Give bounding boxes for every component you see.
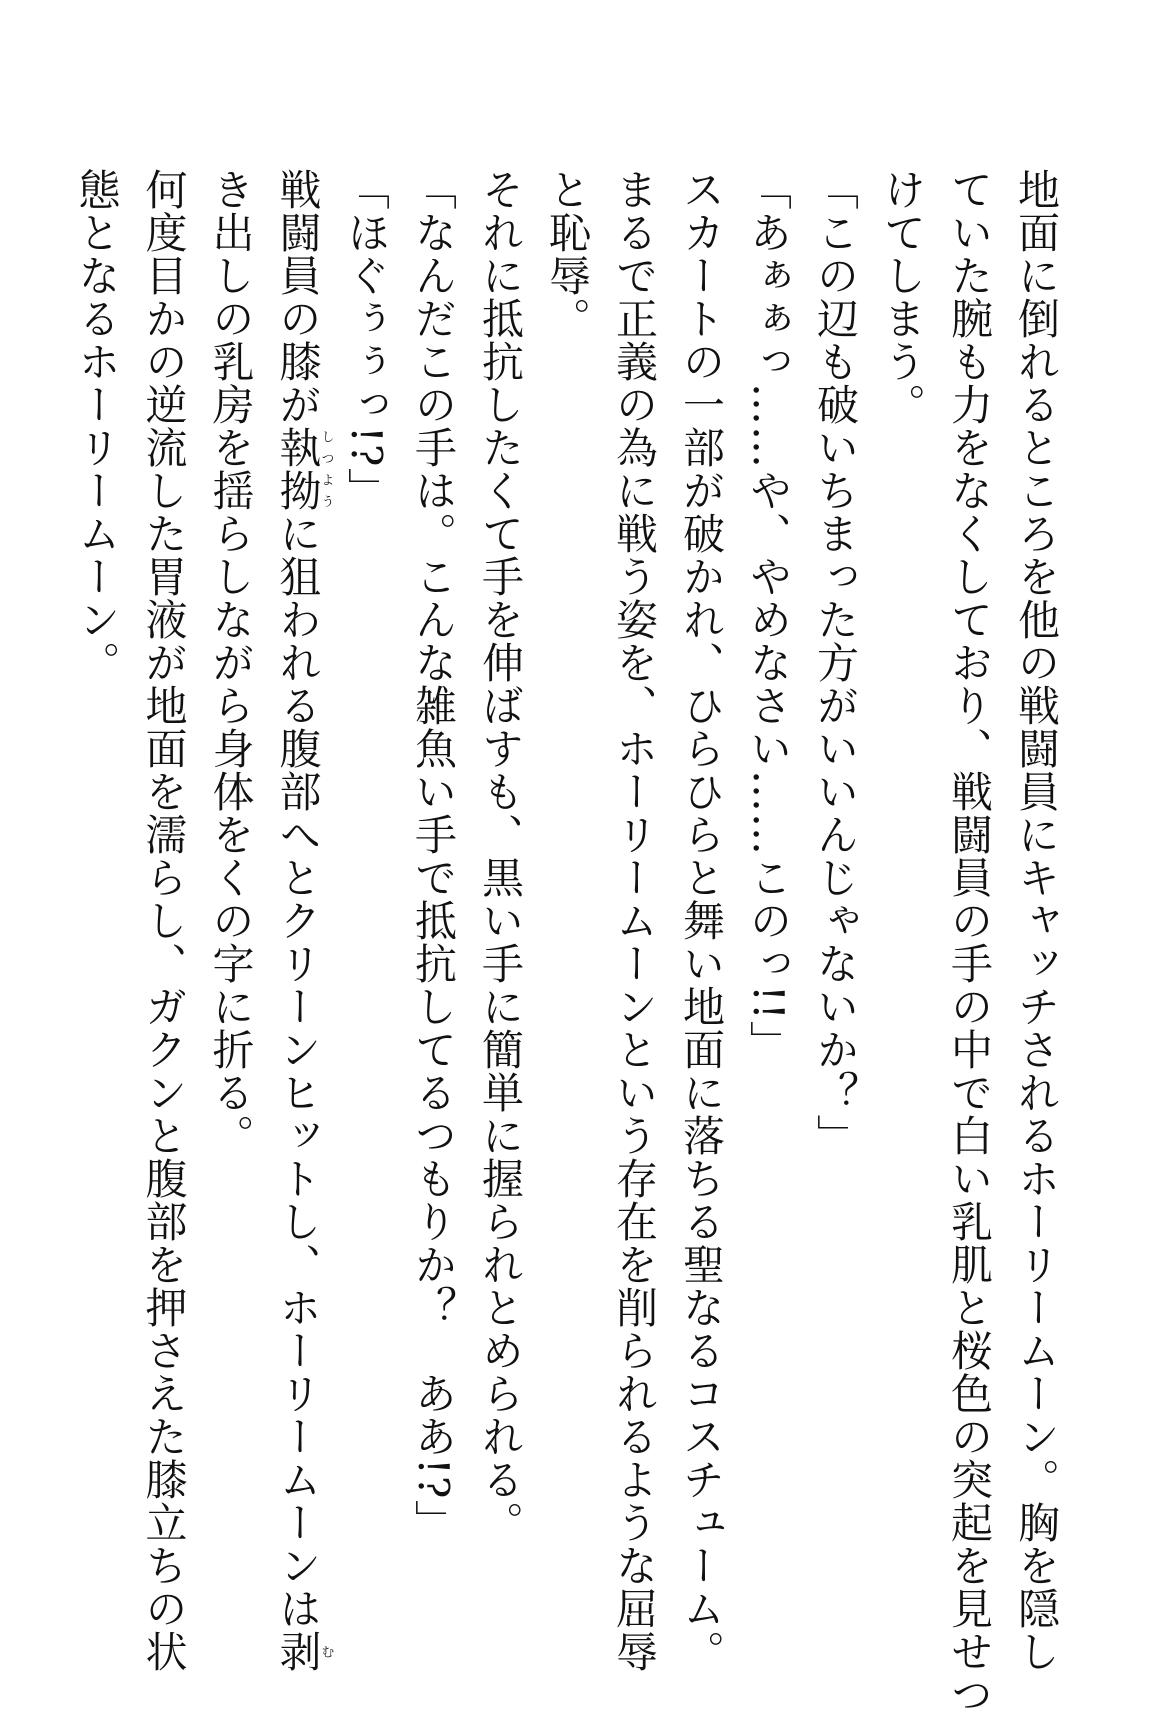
- dialogue-line: 「この辺も破いちまった方がいいんじゃないか？」: [811, 168, 860, 1157]
- text-line: 何度目かの逆流した胃液が地面を濡らし、ガクンと腹部を押さえた膝立ちの状: [139, 168, 189, 1673]
- dialogue-line: 「あぁぁっ……や、やめなさい……このっ!!」: [744, 168, 793, 1064]
- text-line-with-ruby: [265, 168, 334, 1673]
- ruby-base: 執拗: [273, 426, 323, 512]
- dialogue-line: 「なんだこの手は。こんな雑魚い手で抵抗してるつもりか？ ああ!?」: [409, 168, 458, 1543]
- text-line: と恥辱。: [543, 168, 592, 340]
- text-line: 態となるホーリームーン。: [72, 168, 122, 684]
- text-line: スカートの一部が破かれ、ひらひらと舞い地面に落ちる聖なるコスチューム。: [677, 168, 726, 1673]
- ruby-base: 剥: [273, 1630, 323, 1673]
- text-segment: に狙われる腹部へとクリーンヒットし、ホーリームーンは: [273, 512, 323, 1630]
- text-segment: 戦闘員の膝が: [273, 168, 323, 426]
- text-line: き出しの乳房を揺らしながら身体をくの字に折る。: [206, 168, 256, 1157]
- ruby-annotation: [273, 426, 334, 512]
- text-line: まるで正義の為に戦う姿を、ホーリームーンという存在を削られるような屈辱: [610, 168, 659, 1673]
- text-line: けてしまう。: [878, 168, 927, 426]
- ruby-reading: む: [318, 1630, 334, 1673]
- text-line: 地面に倒れるところを他の戦闘員にキャッチされるホーリームーン。胸を隠し: [1012, 168, 1061, 1673]
- ruby-reading: しつよう: [318, 426, 334, 512]
- dialogue-line: 「ほぐぅぅっ!?」: [342, 168, 391, 511]
- ruby-annotation: [273, 1630, 334, 1673]
- text-line: ていた腕も力をなくしており、戦闘員の手の中で白い乳肌と桜色の突起を見せつ: [945, 168, 994, 1716]
- vertical-text-body: [64, 168, 1071, 1716]
- text-line: それに抵抗したくて手を伸ばすも、黒い手に簡単に握られとめられる。: [476, 168, 525, 1544]
